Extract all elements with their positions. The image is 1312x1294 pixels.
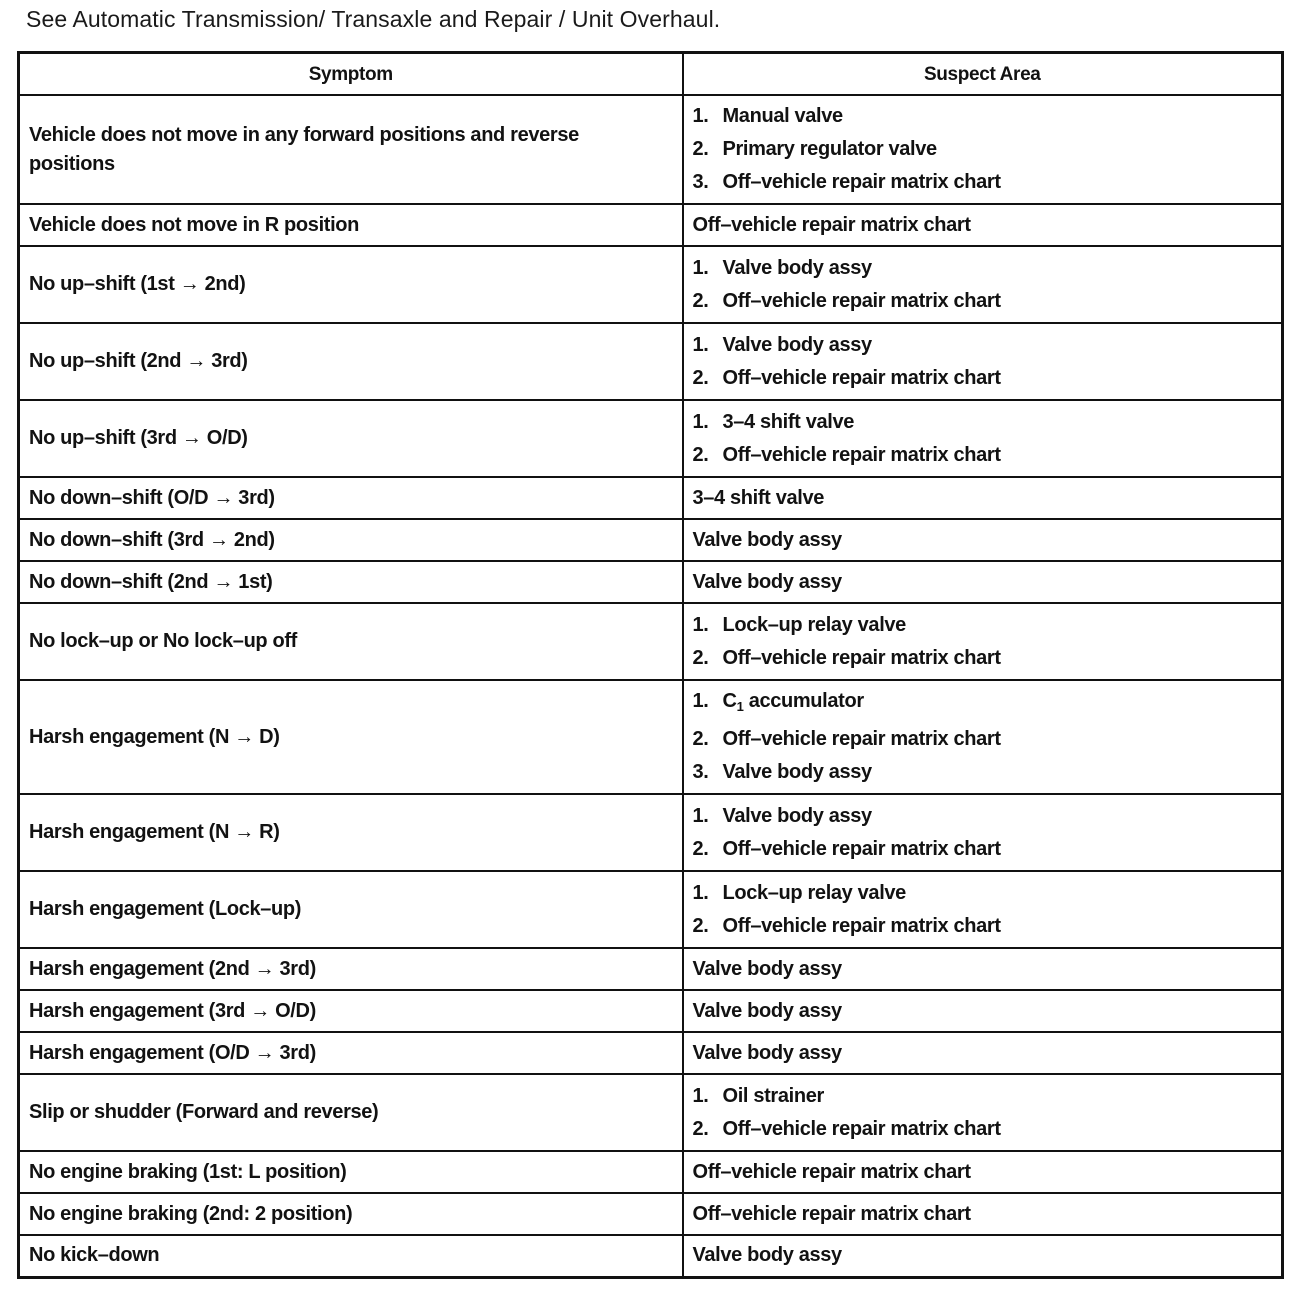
suspect-text: Primary regulator valve xyxy=(722,138,937,160)
table-row xyxy=(19,603,1283,680)
table-row xyxy=(19,204,1283,246)
symptom-cell: Vehicle does not move in R position xyxy=(19,204,683,246)
suspect-text: Valve body assy xyxy=(722,761,872,783)
suspect-text: Oil strainer xyxy=(722,1084,824,1107)
symptom-cell: No engine braking (1st: L position) xyxy=(19,1151,683,1193)
item-number: 2. xyxy=(692,728,709,750)
list-item xyxy=(693,329,1273,362)
symptom-cell: No up–shift (2nd → 3rd) xyxy=(19,323,683,400)
table-header-row xyxy=(19,53,1283,96)
suspect-list xyxy=(693,329,1273,395)
symptom-cell: No down–shift (3rd → 2nd) xyxy=(19,519,683,561)
symptom-cell: Vehicle does not move in any forward positions and reverse positions xyxy=(19,95,683,204)
item-number: 2. xyxy=(692,914,709,937)
table-row xyxy=(19,519,1283,561)
suspect-list xyxy=(693,252,1273,318)
suspect-list xyxy=(693,685,1273,789)
table-row xyxy=(19,477,1283,519)
symptom-table xyxy=(17,51,1284,1279)
suspect-list xyxy=(693,609,1273,675)
item-number: 1. xyxy=(692,105,709,127)
item-number: 1. xyxy=(692,613,709,636)
list-item xyxy=(693,910,1273,943)
suspect-area-cell xyxy=(683,603,1283,680)
list-item xyxy=(693,166,1273,199)
suspect-text: Valve body assy xyxy=(692,1244,842,1267)
suspect-text: Off–vehicle repair matrix chart xyxy=(722,728,1001,750)
symptom-cell: Harsh engagement (O/D → 3rd) xyxy=(19,1032,683,1074)
table-row xyxy=(19,323,1283,400)
suspect-text: Lock–up relay valve xyxy=(722,881,906,904)
list-item xyxy=(693,100,1273,133)
suspect-text: Lock–up relay valve xyxy=(722,613,906,636)
symptom-cell: No engine braking (2nd: 2 position) xyxy=(19,1193,683,1235)
suspect-area-cell xyxy=(683,561,1283,603)
item-number: 1. xyxy=(692,333,709,356)
list-item xyxy=(693,362,1273,395)
suspect-area-cell xyxy=(683,1032,1283,1074)
suspect-area-cell xyxy=(683,204,1283,246)
suspect-text: Valve body assy xyxy=(692,957,842,980)
suspect-text: Valve body assy xyxy=(722,333,872,356)
suspect-text: Off–vehicle repair matrix chart xyxy=(722,443,1001,466)
suspect-area-cell xyxy=(683,871,1283,948)
symptom-cell: Harsh engagement (Lock–up) xyxy=(19,871,683,948)
list-item xyxy=(693,756,1273,789)
suspect-text: Valve body assy xyxy=(692,570,842,593)
item-number: 2. xyxy=(692,837,709,860)
suspect-text: Off–vehicle repair matrix chart xyxy=(692,1160,971,1183)
suspect-area-cell xyxy=(683,400,1283,477)
symptom-cell: Harsh engagement (N → R) xyxy=(19,794,683,871)
suspect-area-cell xyxy=(683,794,1283,871)
suspect-text: Off–vehicle repair matrix chart xyxy=(722,1117,1001,1140)
suspect-area-cell xyxy=(683,477,1283,519)
item-number: 1. xyxy=(692,690,709,712)
item-number: 1. xyxy=(692,256,709,279)
item-number: 1. xyxy=(692,1084,709,1107)
suspect-text: Valve body assy xyxy=(692,528,842,551)
header-symptom: Symptom xyxy=(19,53,683,96)
symptom-cell: No down–shift (2nd → 1st) xyxy=(19,561,683,603)
header-suspect-area: Suspect Area xyxy=(683,53,1283,96)
table-body xyxy=(19,95,1283,1277)
symptom-cell: Harsh engagement (N → D) xyxy=(19,680,683,794)
item-number: 3. xyxy=(692,171,709,193)
suspect-text: Off–vehicle repair matrix chart xyxy=(692,1202,971,1225)
item-number: 2. xyxy=(692,289,709,312)
symptom-cell: Harsh engagement (3rd → O/D) xyxy=(19,990,683,1032)
suspect-text: Manual valve xyxy=(722,105,843,127)
item-number: 1. xyxy=(692,881,709,904)
item-number: 2. xyxy=(692,443,709,466)
suspect-text: $C_1$ accumulator xyxy=(722,690,864,714)
suspect-text: Off–vehicle repair matrix chart xyxy=(722,366,1001,389)
suspect-list xyxy=(693,100,1273,199)
list-item xyxy=(693,406,1273,439)
table-row xyxy=(19,95,1283,204)
table-row xyxy=(19,400,1283,477)
table-row xyxy=(19,246,1283,323)
list-item xyxy=(693,1113,1273,1146)
suspect-area-cell xyxy=(683,519,1283,561)
symptom-cell: Harsh engagement (2nd → 3rd) xyxy=(19,948,683,990)
suspect-text: Valve body assy xyxy=(722,256,872,279)
table-row xyxy=(19,1193,1283,1235)
table-row xyxy=(19,794,1283,871)
suspect-list xyxy=(693,406,1273,472)
suspect-area-cell xyxy=(683,323,1283,400)
item-number: 1. xyxy=(692,410,709,433)
table-row xyxy=(19,948,1283,990)
suspect-text: Off–vehicle repair matrix chart xyxy=(722,289,1001,312)
symptom-cell: No down–shift (O/D → 3rd) xyxy=(19,477,683,519)
suspect-text: Valve body assy xyxy=(722,804,872,827)
suspect-area-cell xyxy=(683,246,1283,323)
intro-text: See Automatic Transmission/ Transaxle and Repair / Unit Overhaul. xyxy=(26,6,721,32)
table-row xyxy=(19,680,1283,794)
suspect-text: 3–4 shift valve xyxy=(722,410,854,433)
suspect-area-cell xyxy=(683,990,1283,1032)
list-item xyxy=(693,1080,1273,1113)
suspect-area-cell xyxy=(683,1193,1283,1235)
list-item xyxy=(693,133,1273,166)
item-number: 3. xyxy=(692,761,709,783)
suspect-list xyxy=(693,800,1273,866)
table-row xyxy=(19,990,1283,1032)
list-item xyxy=(693,800,1273,833)
list-item xyxy=(693,285,1273,318)
suspect-text: Off–vehicle repair matrix chart xyxy=(722,646,1001,669)
item-number: 2. xyxy=(692,1117,709,1140)
suspect-text: Valve body assy xyxy=(692,1041,842,1064)
list-item xyxy=(693,252,1273,285)
suspect-text: Off–vehicle repair matrix chart xyxy=(722,837,1001,860)
list-item xyxy=(693,439,1273,472)
table-row xyxy=(19,1074,1283,1151)
suspect-area-cell xyxy=(683,1235,1283,1277)
suspect-text: Off–vehicle repair matrix chart xyxy=(692,213,971,236)
table-row xyxy=(19,1151,1283,1193)
suspect-list xyxy=(693,1080,1273,1146)
suspect-text: Off–vehicle repair matrix chart xyxy=(722,914,1001,937)
suspect-text: Off–vehicle repair matrix chart xyxy=(722,171,1001,193)
item-number: 2. xyxy=(692,646,709,669)
symptom-cell: No up–shift (1st → 2nd) xyxy=(19,246,683,323)
item-number: 1. xyxy=(692,804,709,827)
list-item xyxy=(693,609,1273,642)
table-row xyxy=(19,1235,1283,1277)
list-item xyxy=(693,685,1273,723)
list-item xyxy=(693,723,1273,756)
suspect-text: Valve body assy xyxy=(692,999,842,1022)
item-number: 2. xyxy=(692,366,709,389)
list-item xyxy=(693,833,1273,866)
symptom-cell: No up–shift (3rd → O/D) xyxy=(19,400,683,477)
suspect-list xyxy=(693,877,1273,943)
table-row xyxy=(19,1032,1283,1074)
symptom-cell: No lock–up or No lock–up off xyxy=(19,603,683,680)
suspect-area-cell xyxy=(683,948,1283,990)
suspect-text: 3–4 shift valve xyxy=(692,486,824,509)
table-row xyxy=(19,561,1283,603)
suspect-area-cell xyxy=(683,1151,1283,1193)
table-row xyxy=(19,871,1283,948)
symptom-cell: No kick–down xyxy=(19,1235,683,1277)
suspect-area-cell xyxy=(683,95,1283,204)
symptom-cell: Slip or shudder (Forward and reverse) xyxy=(19,1074,683,1151)
list-item xyxy=(693,642,1273,675)
suspect-area-cell xyxy=(683,680,1283,794)
item-number: 2. xyxy=(692,138,709,160)
list-item xyxy=(693,877,1273,910)
suspect-area-cell xyxy=(683,1074,1283,1151)
